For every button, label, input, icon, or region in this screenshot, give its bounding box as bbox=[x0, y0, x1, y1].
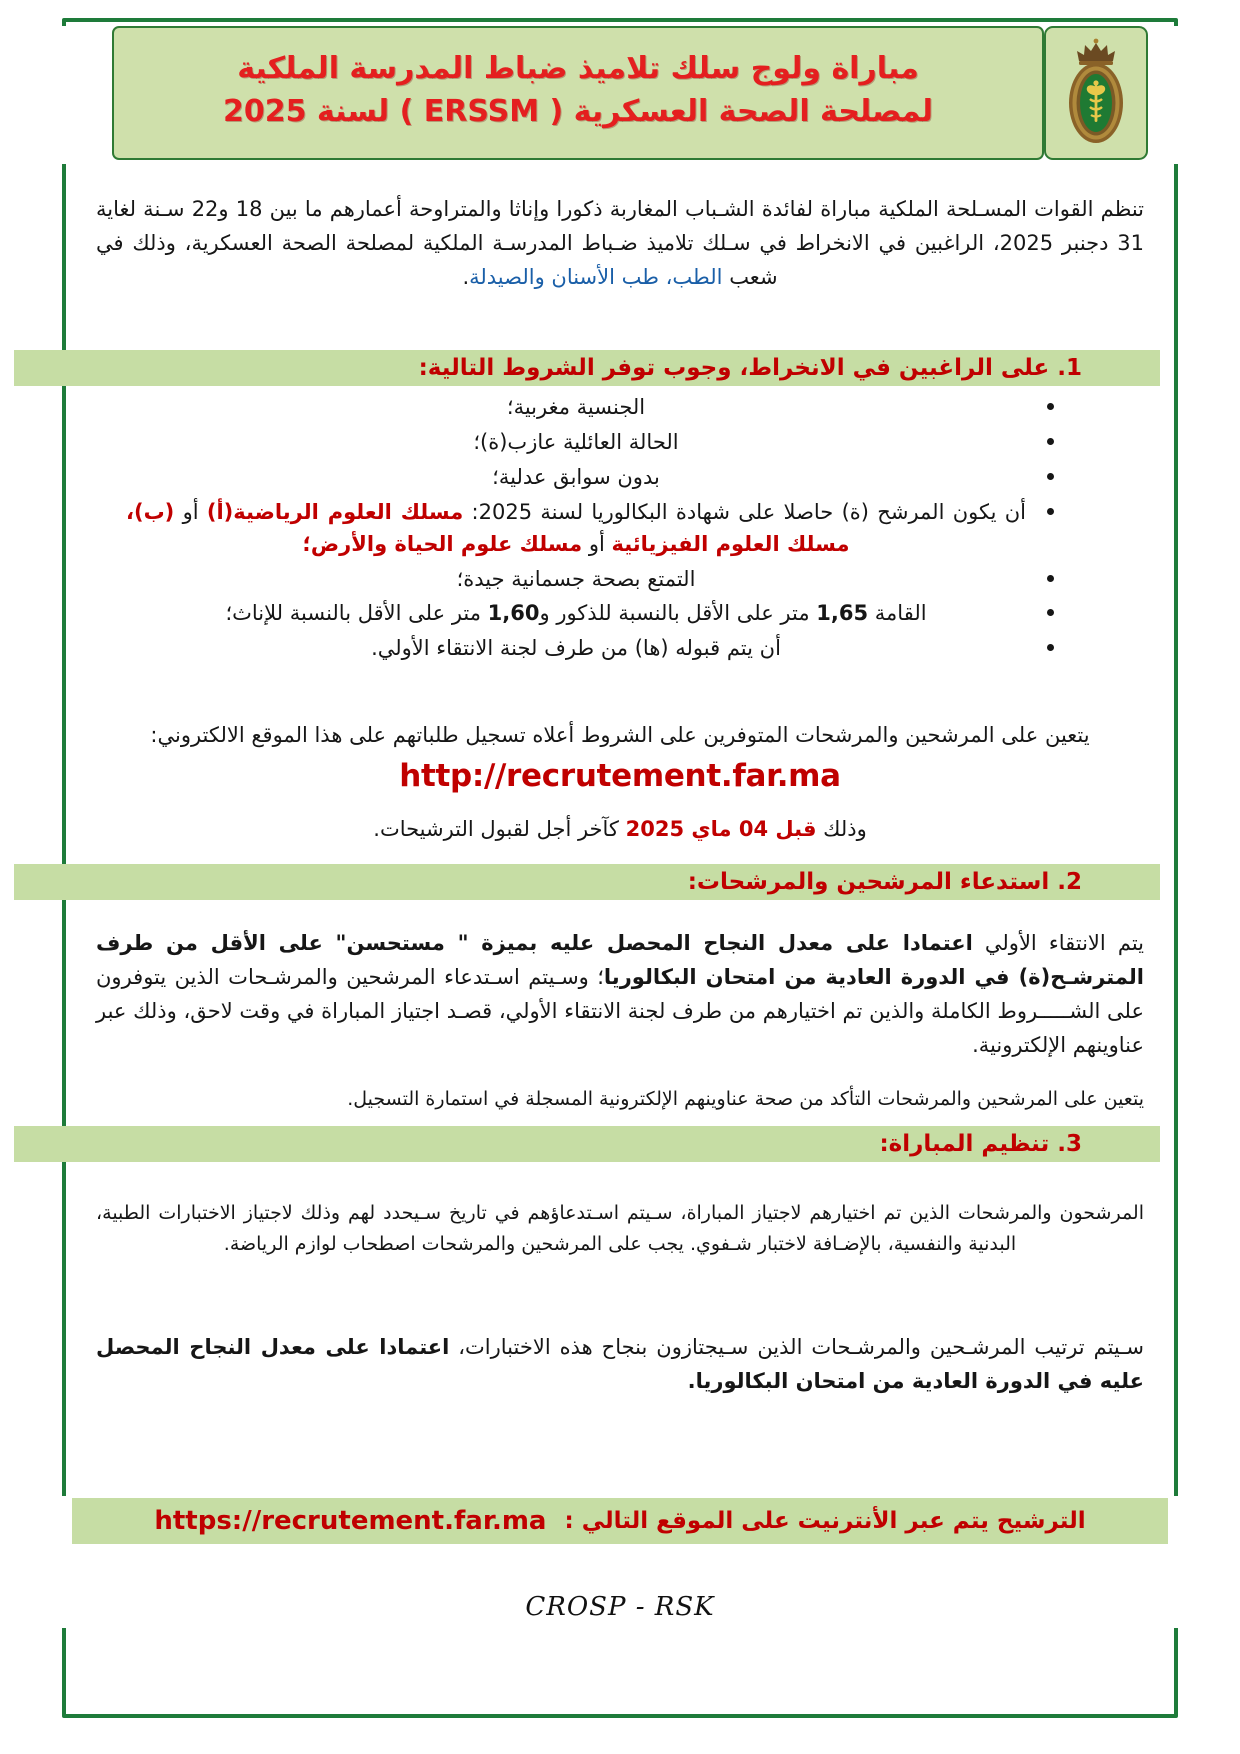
intro-text-part2: . bbox=[462, 265, 470, 290]
bullet-dot-icon bbox=[1047, 644, 1054, 651]
bullet-dot-icon bbox=[1047, 508, 1054, 515]
list-item bbox=[126, 633, 1026, 665]
intro-paragraph bbox=[96, 192, 1144, 294]
list-item bbox=[126, 564, 1026, 596]
height-male-value: 1,65 bbox=[816, 601, 869, 626]
sec2-p1-bold: اعتمادا على معدل النجاح المحصل عليه بميزة " مستحسن" على الأقل من طرف المترشـح(ة) في الدورة العادية من امتحان البكالوريا bbox=[96, 931, 1144, 990]
section-2-paragraph-2: يتعين على المرشحين والمرشحات التأكد من صحة عناوينهم الإلكترونية المسجلة في استمارة التسجيل. bbox=[347, 1088, 1144, 1110]
deadline-date: قبل 04 ماي 2025 bbox=[625, 817, 817, 841]
section-1-title: على الراغبين في الانخراط، وجوب توفر الشروط التالية: bbox=[418, 355, 1050, 381]
footer-url[interactable]: https://recrutement.far.ma bbox=[154, 1506, 547, 1536]
conditions-list bbox=[126, 392, 1026, 668]
height-text-pre: القامة bbox=[868, 601, 927, 626]
registration-note: يتعين على المرشحين والمرشحات المتوفرين على الشروط أعلاه تسجيل طلباتهم على هذا الموقع الالكتروني: bbox=[150, 723, 1090, 747]
section-3-index: 3. bbox=[1057, 1131, 1082, 1157]
deadline-post: كآخر أجل لقبول الترشيحات. bbox=[373, 817, 626, 841]
section-1-banner bbox=[14, 350, 1160, 386]
height-text-post: متر على الأقل بالنسبة للإناث؛ bbox=[225, 601, 488, 626]
condition-text: بدون سوابق عدلية؛ bbox=[492, 464, 660, 489]
bullet-dot-icon bbox=[1047, 403, 1054, 410]
sec3-p2-bold: اعتمادا على معدل النجاح المحصل عليه في الدورة العادية من امتحان البكالوريا. bbox=[96, 1335, 1144, 1394]
intro-text-part1: تنظم القوات المسـلحة الملكية مباراة لفائدة الشـباب المغاربة ذكورا وإناثا والمتراوحة أعمارهم ما بين 18 و22 سـنة لغاية 31 دجنبر 2025، الراغبين في الانخراط في سـلك تلاميذ ضـباط المدرسـة الملكية لمصلحة الصحة العسكرية، وذلك في شعب bbox=[96, 197, 1144, 290]
bac-track-life-earth: مسلك علوم الحياة والأرض؛ bbox=[302, 531, 583, 556]
deadline-line bbox=[96, 812, 1144, 846]
footer-text: الترشيح يتم عبر الأنترنيت على الموقع التالي : bbox=[564, 1508, 1086, 1534]
condition-text: الحالة العائلية عازب(ة)؛ bbox=[473, 429, 679, 454]
section-2-banner bbox=[14, 864, 1160, 900]
section-3-paragraph-2 bbox=[96, 1330, 1144, 1398]
bullet-dot-icon bbox=[1047, 438, 1054, 445]
footer-signature: CROSP - RSK bbox=[525, 1592, 715, 1622]
page-title-line-1: مباراة ولوج سلك تلاميذ ضباط المدرسة الملكية bbox=[237, 51, 919, 87]
section-2-title: استدعاء المرشحين والمرشحات: bbox=[687, 869, 1050, 895]
bac-track-math: مسلك العلوم الرياضية(أ) bbox=[206, 499, 464, 524]
height-female-value: 1,60 bbox=[487, 601, 540, 626]
condition-text: الجنسية مغربية؛ bbox=[506, 395, 646, 419]
registration-url[interactable]: http://recrutement.far.ma bbox=[399, 758, 841, 794]
sec3-p2-a: سـيتم ترتيب المرشـحين والمرشـحات الذين سـيجتازون بنجاح هذه الاختبارات، bbox=[449, 1335, 1144, 1359]
section-2-paragraph-1 bbox=[96, 926, 1144, 1062]
bac-track-physics: (ب)، مسلك العلوم الفيزيائية bbox=[126, 499, 850, 556]
list-item bbox=[126, 392, 1026, 424]
condition-text: التمتع بصحة جسمانية جيدة؛ bbox=[456, 566, 696, 591]
page-title bbox=[112, 26, 1044, 160]
list-item bbox=[126, 497, 1026, 561]
list-item bbox=[126, 462, 1026, 494]
deadline-pre: وذلك bbox=[816, 817, 867, 841]
section-3-paragraph-1: المرشحون والمرشحات الذين تم اختيارهم لاجتياز المباراة، سـيتم اسـتدعاؤهم في تاريخ سـيحدد لهم وذلك لاجتياز الاختبارات الطبية، البدنية والنفسية، بالإضـافة لاختبار شـفوي. يجب على المرشحين والمرشحات اصطحاب لوازم الرياضة. bbox=[96, 1202, 1144, 1255]
sec2-p1-b: ؛ وسـيتم اسـتدعاء المرشحين والمرشـحات الذين يتوفرون على الشـــــروط الكاملة والذين تم اختيارهم من طرف لجنة الانتقاء الأولي، قصـد اجتياز المباراة في وقت لاحق، وذلك عبر عناوينهم الإلكترونية. bbox=[96, 965, 1144, 1058]
sec2-p1-a: يتم الانتقاء الأولي bbox=[972, 931, 1144, 955]
list-item bbox=[126, 598, 1026, 630]
section-2-index: 2. bbox=[1057, 869, 1082, 895]
section-3-banner bbox=[14, 1126, 1160, 1162]
condition-text: أن يتم قبوله (ها) من طرف لجنة الانتقاء الأولي. bbox=[371, 636, 781, 661]
bullet-dot-icon bbox=[1047, 609, 1054, 616]
page-title-line-2: لمصلحة الصحة العسكرية ( ERSSM ) لسنة 2025 bbox=[222, 94, 934, 129]
royal-armed-forces-medical-crest-icon bbox=[1057, 37, 1135, 149]
height-text-mid: متر على الأقل بالنسبة للذكور و bbox=[539, 601, 817, 626]
list-item bbox=[126, 427, 1026, 459]
condition-conjunction-2: أو bbox=[582, 531, 612, 556]
bullet-dot-icon bbox=[1047, 473, 1054, 480]
footer-banner bbox=[72, 1498, 1168, 1544]
condition-text-pre: أن يكون المرشح (ة) حاصلا على شهادة البكالوريا لسنة 2025: bbox=[463, 499, 1026, 524]
intro-branches: الطب، طب الأسنان والصيدلة bbox=[469, 265, 723, 290]
document-header bbox=[92, 26, 1148, 160]
condition-conjunction: أو bbox=[174, 499, 207, 524]
crest-container bbox=[1044, 26, 1148, 160]
section-3-title: تنظيم المباراة: bbox=[879, 1131, 1050, 1157]
bullet-dot-icon bbox=[1047, 575, 1054, 582]
section-1-index: 1. bbox=[1057, 355, 1082, 381]
